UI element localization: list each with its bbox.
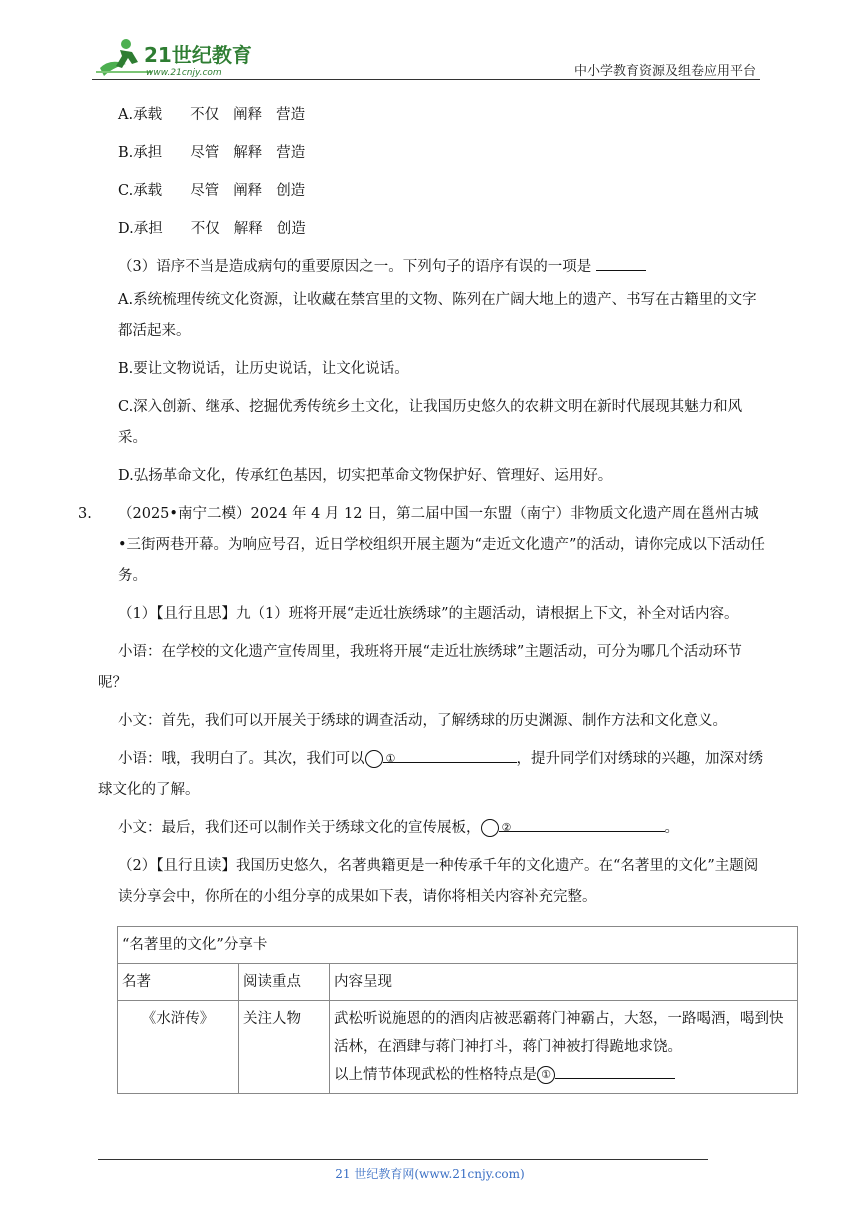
site-logo xyxy=(92,34,262,78)
focus-cell: 关注人物 xyxy=(239,1001,330,1094)
footer-divider xyxy=(98,1159,708,1160)
share-card-table xyxy=(117,926,798,1094)
dialogue-line-4: 小文：最后，我们还可以制作关于绣球文化的宣传展板， ② 。 xyxy=(98,813,766,844)
svg-text:21世纪教育: 21世纪教育 xyxy=(144,43,252,67)
q2-3-option-d: D.弘扬革命文化，传承红色基因，切实把革命文物保护好、管理好、运用好。 xyxy=(118,468,613,484)
circled-number: ① xyxy=(365,750,383,768)
answer-blank-1[interactable] xyxy=(383,745,517,763)
header-divider xyxy=(92,79,760,80)
q2-option-b: B.承担 尽管 解释 营造 xyxy=(118,145,306,161)
dialogue-line-3: 小语：哦，我明白了。其次，我们可以 ① ，提升同学们对绣球的兴趣，加深对绣球文化的了解。 xyxy=(98,744,766,806)
dialogue-line-2: 小文：首先，我们可以开展关于绣球的调查活动，了解绣球的历史渊源、制作方法和文化意义。 xyxy=(118,713,727,729)
runner-logo-icon xyxy=(92,34,262,78)
answer-blank-2[interactable] xyxy=(499,814,665,832)
book-cell: 《水浒传》 xyxy=(118,1001,239,1094)
table-header-content: 内容呈现 xyxy=(330,964,798,1001)
platform-name: 中小学教育资源及组卷应用平台 xyxy=(573,64,756,79)
q2-option-c: C.承载 尽管 阐释 创造 xyxy=(118,183,306,199)
answer-blank[interactable] xyxy=(596,253,646,271)
table-title: “名著里的文化”分享卡 xyxy=(118,927,798,964)
q2-option-d: D.承担 不仅 解释 创造 xyxy=(118,221,306,237)
answer-blank-table[interactable] xyxy=(555,1061,675,1079)
question-content xyxy=(78,100,766,920)
q2-3-option-c: C.深入创新、继承、挖掘优秀传统乡土文化，让我国历史悠久的农耕文明在新时代展现其魅力和风采。 xyxy=(118,399,743,446)
circled-number: ② xyxy=(481,819,499,837)
q3-intro: 3. （2025•南宁二模）2024 年 4 月 12 日，第二届中国一东盟（南宁）非物质文化遗产周在邕州古城•三街两巷开幕。为响应号召，近日学校组织开展主题为“走近文化遗产”的活动，请你完成以下活动任务。 xyxy=(78,506,765,584)
q2-option-a: A.承载 不仅 阐释 营造 xyxy=(118,107,306,123)
q2-3-option-a: A.系统梳理传统文化资源，让收藏在禁宫里的文物、陈列在广阔大地上的遗产、书写在古籍里的文字都活起来。 xyxy=(118,292,757,339)
footer-text[interactable]: 21 世纪教育网(www.21cnjy.com) xyxy=(335,1167,525,1181)
q3-part1: （1）【且行且思】九（1）班将开展“走近壮族绣球”的主题活动，请根据上下文，补全对话内容。 xyxy=(118,606,739,622)
q3-part2: （2）【且行且读】我国历史悠久，名著典籍更是一种传承千年的文化遗产。在“名著里的文化”主题阅读分享会中，你所在的小组分享的成果如下表，请你将相关内容补充完整。 xyxy=(118,858,759,905)
table-header-focus: 阅读重点 xyxy=(239,964,330,1001)
dialogue-line-1: 小语：在学校的文化遗产宣传周里，我班将开展“走近壮族绣球”主题活动，可分为哪几个活动环节呢？ xyxy=(98,644,742,691)
svg-text:www.21cnjy.com: www.21cnjy.com xyxy=(146,68,222,78)
q2-3-stem: （3）语序不当是造成病句的重要原因之一。下列句子的语序有误的一项是 xyxy=(98,252,766,283)
q2-3-option-b: B.要让文物说话，让历史说话，让文化说话。 xyxy=(118,361,409,377)
content-cell: 武松听说施恩的的酒肉店被恶霸蒋门神霸占，大怒，一路喝酒，喝到快活林，在酒肆与蒋门神打斗，蒋门神被打得跪地求饶。 以上情节体现武松的性格特点是 ① xyxy=(330,1001,798,1094)
table-header-book: 名著 xyxy=(118,964,239,1001)
table-row xyxy=(118,1001,798,1094)
circled-number: ① xyxy=(537,1066,555,1084)
